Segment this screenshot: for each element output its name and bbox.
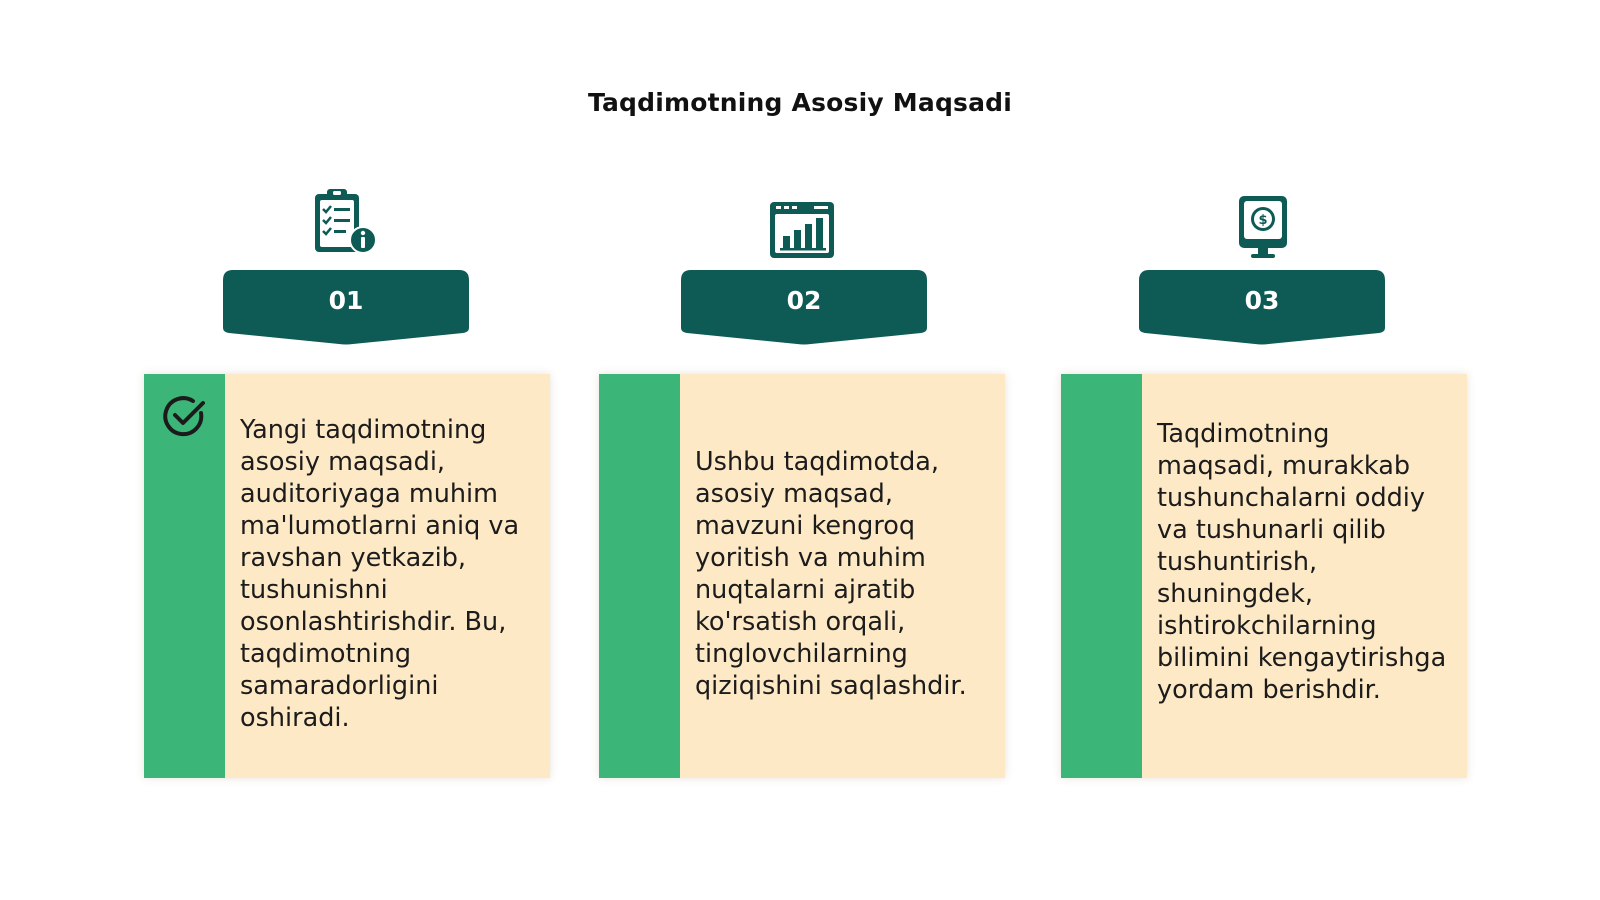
step-number: 02 (786, 286, 822, 315)
card-text: Ushbu taqdimotda, asosiy maqsad, mavzuni kengroq yoritish va muhim nuqtalarni ajratib ko'rsatish orqali, tinglovchilarning qiziqishini saqlashdir. (695, 447, 967, 701)
check-circle-icon (162, 394, 208, 440)
monitor-dollar-icon (1229, 192, 1301, 264)
card-accent-strip (1061, 374, 1142, 778)
step-badge-02 (681, 270, 927, 346)
step-number: 01 (328, 286, 364, 315)
page-title: Taqdimotning Asosiy Maqsadi (587, 88, 1013, 117)
card-text: Yangi taqdimotning asosiy maqsadi, auditoriyaga muhim ma'lumotlarni aniq va ravshan yetkazib, tushunishni osonlashtirishdir. Bu, taqdimotning samaradorligini oshiradi. (240, 415, 520, 733)
step-card-02 (599, 374, 1005, 778)
browser-bar-chart-icon (766, 194, 838, 266)
svg-text:$: $ (1258, 213, 1268, 228)
card-text: Taqdimotning maqsadi, murakkab tushunchalarni oddiy va tushunarli qilib tushuntirish, shuningdek, ishtirokchilarning bilimini kengaytirishga yordam berishdir. (1157, 419, 1447, 705)
step-card-01 (144, 374, 550, 778)
clipboard-checklist-info-icon (309, 186, 381, 258)
step-badge-03 (1139, 270, 1385, 346)
step-card-03 (1061, 374, 1467, 778)
step-badge-01 (223, 270, 469, 346)
step-number: 03 (1244, 286, 1280, 315)
card-accent-strip (599, 374, 680, 778)
card-accent-strip (144, 374, 225, 778)
